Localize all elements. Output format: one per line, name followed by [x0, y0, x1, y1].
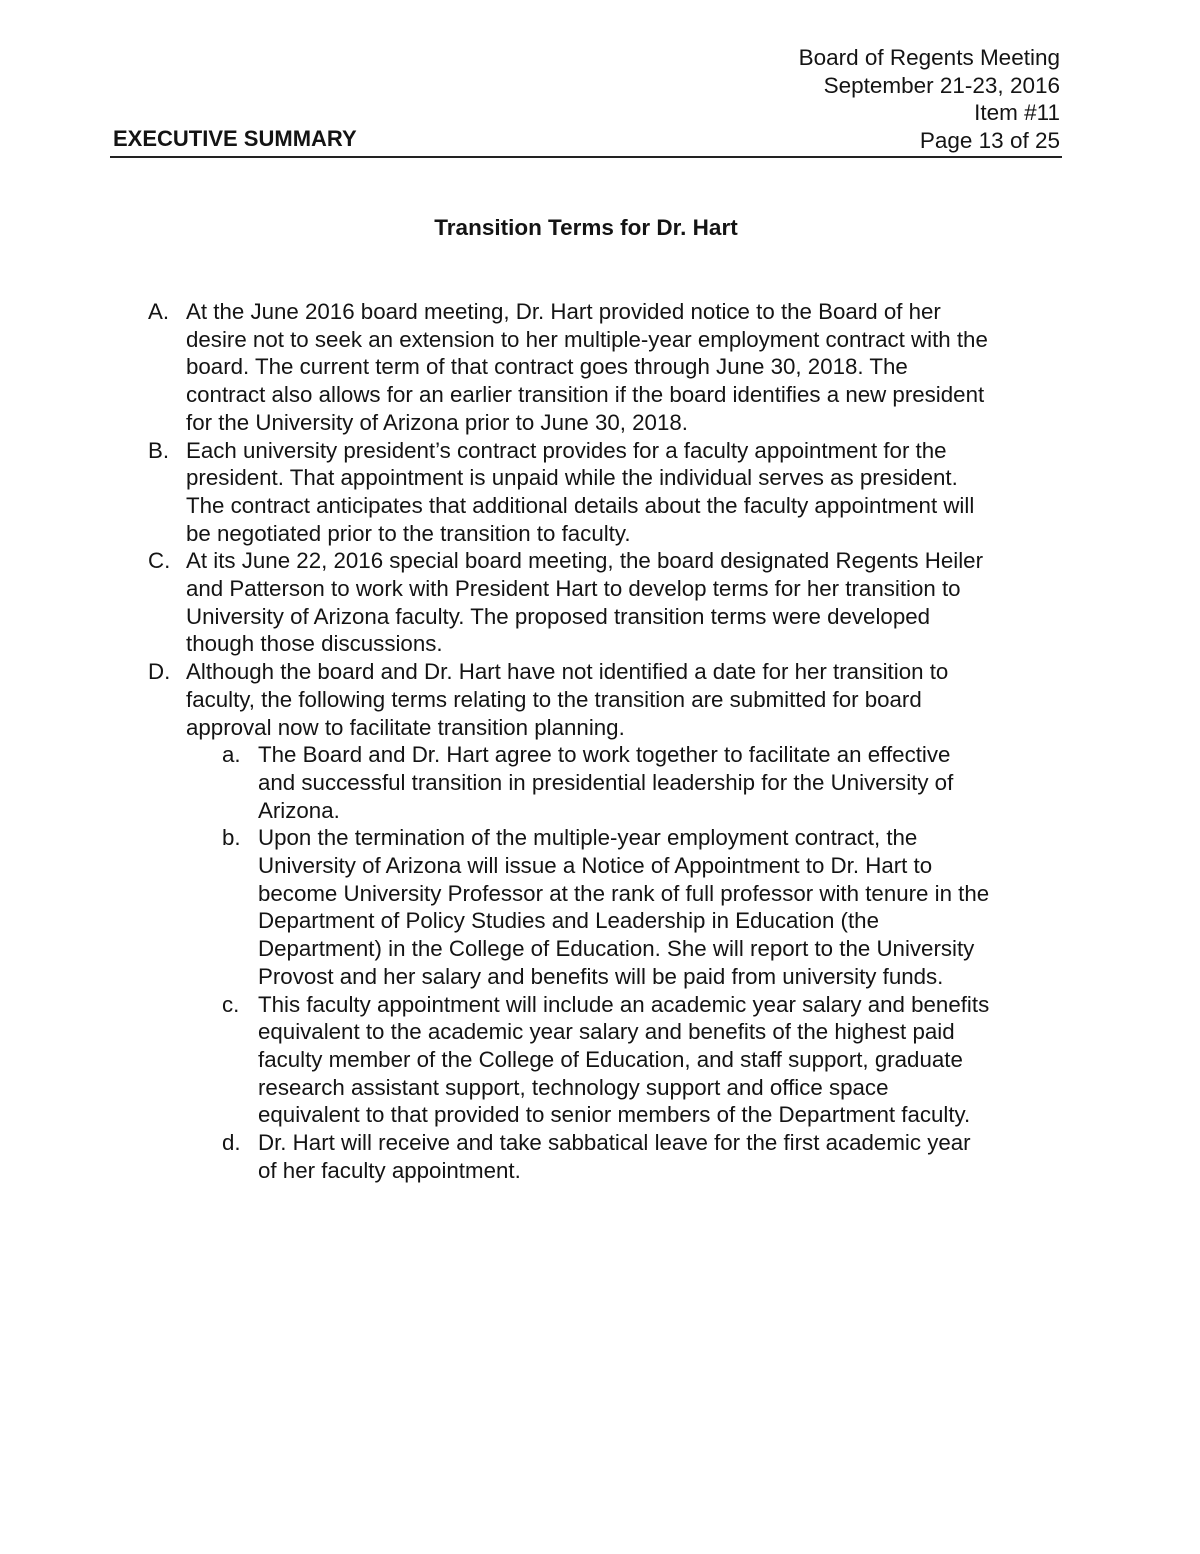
text-line: faculty member of the College of Education, and staff support, graduate [258, 1046, 963, 1072]
text-line: equivalent to that provided to senior members of the Department faculty. [258, 1102, 971, 1128]
list-marker: D. [148, 659, 171, 685]
list-item [0, 437, 1200, 548]
text-line: Dr. Hart will receive and take sabbatical leave for the first academic year [258, 1130, 971, 1156]
list-item [0, 658, 1200, 741]
list-item-text [186, 547, 1200, 658]
document-body [0, 298, 1200, 1185]
list-marker: b. [222, 825, 241, 851]
sub-list-item [0, 991, 1200, 1130]
text-line: At the June 2016 board meeting, Dr. Hart provided notice to the Board of her [186, 299, 941, 324]
text-line: The Board and Dr. Hart agree to work together to facilitate an effective [258, 742, 951, 768]
list-item-text [258, 1129, 1200, 1184]
list-marker: c. [222, 991, 240, 1017]
list-item-text [258, 741, 1200, 824]
text-line: Provost and her salary and benefits will be paid from university funds. [258, 963, 944, 989]
text-line: The contract anticipates that additional details about the faculty appointment will [186, 492, 975, 518]
list-item-text [258, 824, 1200, 990]
list-item [0, 547, 1200, 658]
item-number: Item #11 [974, 100, 1060, 125]
text-line: faculty, the following terms relating to the transition are submitted for board [186, 686, 922, 712]
text-line: approval now to facilitate transition planning. [186, 714, 625, 740]
meeting-dates: September 21-23, 2016 [823, 72, 1060, 98]
text-line: become University Professor at the rank of full professor with tenure in the [258, 880, 990, 906]
list-item [0, 298, 1200, 437]
text-line: for the University of Arizona prior to June 30, 2018. [186, 409, 688, 435]
text-line: though those discussions. [186, 631, 443, 657]
list-item-text [186, 658, 1200, 741]
text-line: University of Arizona faculty. The proposed transition terms were developed [186, 603, 931, 629]
list-marker: B. [148, 437, 170, 463]
document-header-info [799, 44, 1060, 154]
text-line: Department) in the College of Education. She will report to the University [258, 936, 975, 962]
text-line: equivalent to the academic year salary and benefits of the highest paid [258, 1019, 955, 1045]
header-divider [110, 156, 1062, 158]
text-line: contract also allows for an earlier transition if the board identifies a new president [186, 382, 985, 408]
list-marker: d. [222, 1130, 241, 1156]
document-title: Transition Terms for Dr. Hart [434, 215, 738, 240]
list-item-text [186, 437, 1200, 548]
page-number: Page 13 of 25 [919, 127, 1060, 153]
text-line: president. That appointment is unpaid while the individual serves as president. [186, 465, 958, 491]
list-item-text [258, 991, 1200, 1130]
text-line: and Patterson to work with President Hart to develop terms for her transition to [186, 576, 961, 602]
text-line: and successful transition in presidential leadership for the University of [258, 769, 954, 795]
list-marker: a. [222, 742, 241, 768]
text-line: Upon the termination of the multiple-year employment contract, the [258, 825, 918, 851]
section-label: EXECUTIVE SUMMARY [113, 126, 357, 151]
list-marker: A. [148, 299, 170, 324]
list-item-text [186, 298, 1200, 437]
text-line: This faculty appointment will include an academic year salary and benefits [258, 991, 990, 1017]
text-line: desire not to seek an extension to her multiple-year employment contract with the [186, 326, 988, 352]
text-line: University of Arizona will issue a Notice of Appointment to Dr. Hart to [258, 853, 933, 879]
text-line: At its June 22, 2016 special board meeting, the board designated Regents Heiler [186, 548, 984, 574]
text-line: Department of Policy Studies and Leadership in Education (the [258, 908, 879, 934]
text-line: board. The current term of that contract goes through June 30, 2018. The [186, 354, 908, 380]
sub-list-item [0, 1129, 1200, 1184]
text-line: of her faculty appointment. [258, 1157, 521, 1183]
list-marker: C. [148, 548, 171, 574]
text-line: Arizona. [258, 797, 340, 823]
sub-list-item [0, 741, 1200, 824]
text-line: research assistant support, technology support and office space [258, 1074, 889, 1100]
meeting-name: Board of Regents Meeting [798, 45, 1060, 70]
text-line: be negotiated prior to the transition to faculty. [186, 520, 631, 546]
text-line: Each university president’s contract provides for a faculty appointment for the [186, 437, 947, 463]
text-line: Although the board and Dr. Hart have not identified a date for her transition to [186, 659, 949, 685]
sub-list-item [0, 824, 1200, 990]
